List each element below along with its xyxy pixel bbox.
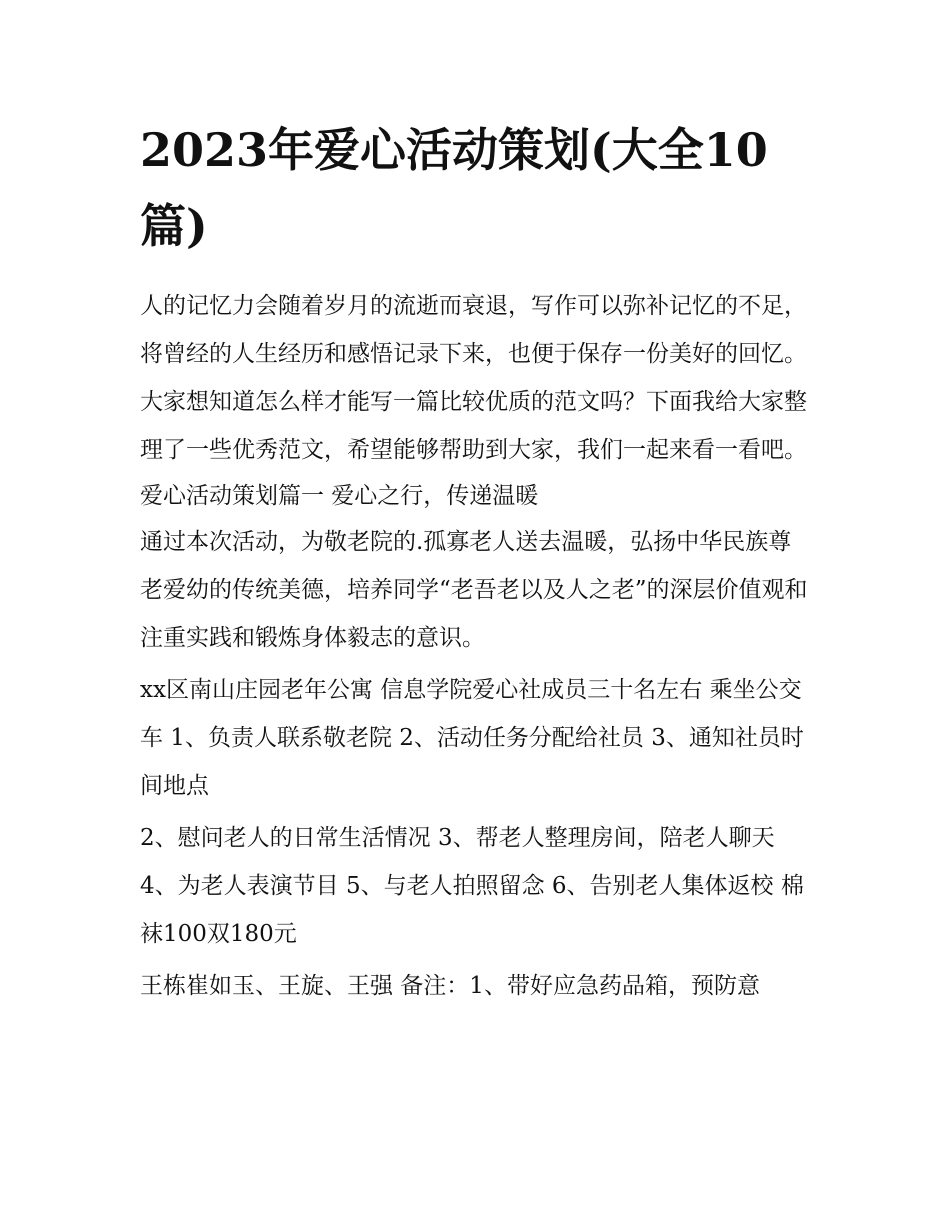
document-title: 2023年爱心活动策划(大全10篇) <box>140 123 768 253</box>
activity-purpose-paragraph: 通过本次活动，为敬老院的.孤寡老人送去温暖，弘扬中华民族尊老爱幼的传统美德，培养同学“老吾老以及人之老”的深层价值观和注重实践和锻炼身体毅志的意识。 <box>140 529 808 651</box>
intro-paragraph: 人的记忆力会随着岁月的流逝而衰退，写作可以弥补记忆的不足，将曾经的人生经历和感悟记录下来，也便于保存一份美好的回忆。大家想知道怎么样才能写一篇比较优质的范文吗？下面我给大家整理了一些优秀范文，希望能够帮助到大家，我们一起来看一看吧。 <box>140 293 807 463</box>
notes-paragraph: 王栋崔如玉、王旋、王强 备注：1、带好应急药品箱，预防意 <box>140 973 760 999</box>
section-heading: 爱心活动策划篇一 爱心之行，传递温暖 <box>140 483 539 509</box>
document-content <box>140 112 812 1010</box>
activity-details-paragraph: xx区南山庄园老年公寓 信息学院爱心社成员三十名左右 乘坐公交车 1、负责人联系敬老院 2、活动任务分配给社员 3、通知社员时间地点 <box>140 677 804 799</box>
activity-schedule-paragraph: 2、慰问老人的日常生活情况 3、帮老人整理房间，陪老人聊天 4、为老人表演节目 5、与老人拍照留念 6、告别老人集体返校 棉袜100双180元 <box>140 825 804 947</box>
